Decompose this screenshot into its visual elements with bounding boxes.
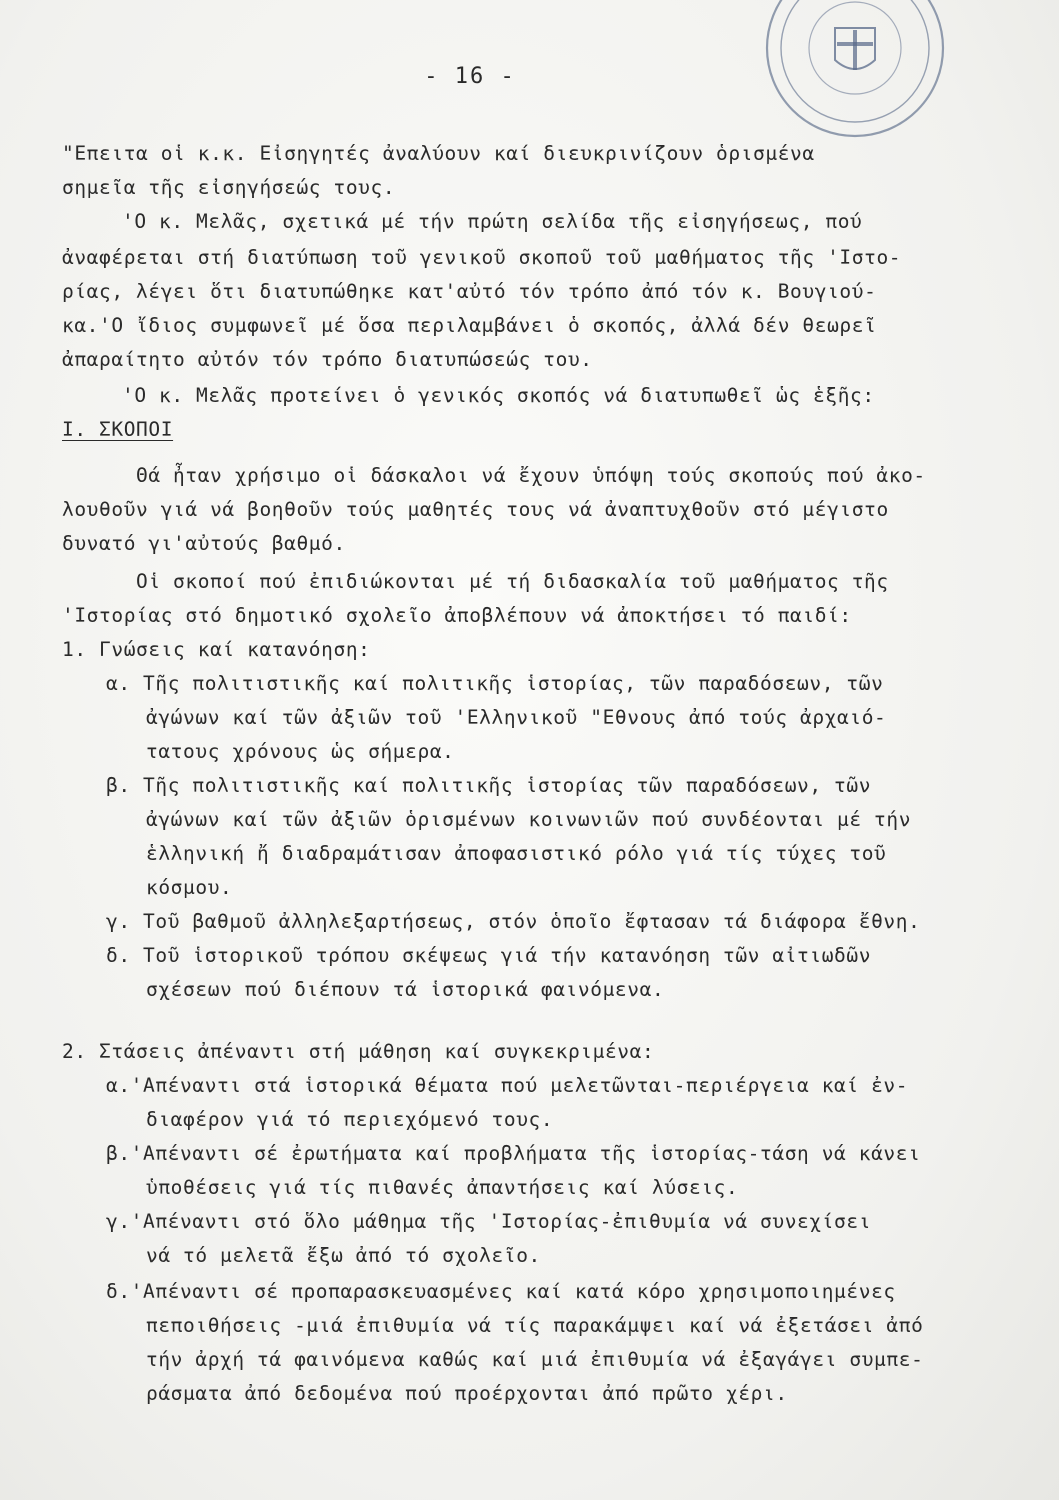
- list-item-1b-cont: ἀγώνων καί τῶν ἀξιῶν ὁρισμένων κοινωνιῶν πού συνδέονται μέ τήν: [146, 808, 912, 831]
- list-item-2d-cont: ράσματα ἀπό δεδομένα πού προέρχονται ἀπό πρῶτο χέρι.: [146, 1382, 788, 1405]
- paragraph-line-5: ρίας, λέγει ὅτι διατυπώθηκε κατ'αὐτό τόν τρόπο ἀπό τόν κ. Βουγιού-: [62, 280, 877, 303]
- list-item-1c: γ. Τοῦ βαθμοῦ ἀλληλεξαρτήσεως, στόν ὁποῖο ἔφτασαν τά διάφορα ἔθνη.: [106, 910, 921, 933]
- list-item-2a: α.'Απέναντι στά ἱστορικά θέματα πού μελετῶνται-περιέργεια καί ἐν-: [106, 1074, 909, 1097]
- paragraph-line-6: κα.'Ο ἴδιος συμφωνεῖ μέ ὅσα περιλαμβάνει ὁ σκοπός, ἀλλά δέν θεωρεῖ: [62, 314, 877, 337]
- list-item-1d-cont: σχέσεων πού διέπουν τά ἱστορικά φαινόμενα.: [146, 978, 665, 1001]
- list-item-2c-cont: νά τό μελετᾶ ἔξω ἀπό τό σχολεῖο.: [146, 1244, 541, 1267]
- section-heading-skopoi: Ι. ΣΚΟΠΟΙ: [62, 418, 174, 441]
- paragraph-line-10: Θά ἦταν χρήσιμο οἱ δάσκαλοι νά ἔχουν ὑπόψη τούς σκοπούς πού ἀκο-: [136, 464, 926, 487]
- list-item-2d-cont: πεποιθήσεις -μιά ἐπιθυμία νά τίς παρακάμψει καί νά ἐξετάσει ἀπό: [146, 1314, 924, 1337]
- list-item-1b-cont: ἑλληνική ἤ διαδραμάτισαν ἀποφασιστικό ρόλο γιά τίς τύχες τοῦ: [146, 842, 887, 865]
- paragraph-line-14: 'Ιστορίας στό δημοτικό σχολεῖο ἀποβλέπουν νά ἀποκτήσει τό παιδί:: [62, 604, 852, 627]
- paragraph-line-8: 'Ο κ. Μελᾶς προτείνει ὁ γενικός σκοπός νά διατυπωθεῖ ὡς ἑξῆς:: [122, 384, 875, 407]
- paragraph-line-7: ἀπαραίτητο αὐτόν τόν τρόπο διατυπώσεώς του.: [62, 348, 593, 371]
- list-item-2b: β.'Απέναντι σέ ἐρωτήματα καί προβλήματα τῆς ἱστορίας-τάση νά κάνει: [106, 1142, 921, 1165]
- paragraph-line-2: σημεῖα τῆς εἰσηγήσεώς τους.: [62, 176, 396, 199]
- list-heading-1: 1. Γνώσεις καί κατανόηση:: [62, 638, 371, 661]
- list-item-2c: γ.'Απέναντι στό ὅλο μάθημα τῆς 'Ιστορίας-ἐπιθυμία νά συνεχίσει: [106, 1210, 872, 1233]
- paragraph-line-3: 'Ο κ. Μελᾶς, σχετικά μέ τήν πρώτη σελίδα τῆς εἰσηγήσεως, πού: [122, 210, 863, 233]
- list-item-1a: α. Τῆς πολιτιστικῆς καί πολιτικῆς ἱστορίας, τῶν παραδόσεων, τῶν: [106, 672, 884, 695]
- list-item-1b: β. Τῆς πολιτιστικῆς καί πολιτικῆς ἱστορίας τῶν παραδόσεων, τῶν: [106, 774, 872, 797]
- list-item-1b-cont: κόσμου.: [146, 876, 233, 899]
- list-item-1a-cont: τατους χρόνους ὡς σήμερα.: [146, 740, 455, 763]
- paragraph-line-13: Οἱ σκοποί πού ἐπιδιώκονται μέ τή διδασκαλία τοῦ μαθήματος τῆς: [136, 570, 889, 593]
- list-item-2b-cont: ὑποθέσεις γιά τίς πιθανές ἀπαντήσεις καί λύσεις.: [146, 1176, 739, 1199]
- list-item-2a-cont: διαφέρον γιά τό περιεχόμενό τους.: [146, 1108, 554, 1131]
- paragraph-line-4: ἀναφέρεται στή διατύπωση τοῦ γενικοῦ σκοποῦ τοῦ μαθήματος τῆς 'Ιστο-: [62, 246, 902, 269]
- paragraph-line-12: δυνατό γι'αὐτούς βαθμό.: [62, 532, 346, 555]
- list-item-1a-cont: ἀγώνων καί τῶν ἀξιῶν τοῦ 'Ελληνικοῦ "Εθνους ἀπό τούς ἀρχαιό-: [146, 706, 887, 729]
- list-item-2d: δ.'Απέναντι σέ προπαρασκευασμένες καί κατά κόρο χρησιμοποιημένες: [106, 1280, 896, 1303]
- paragraph-line-1: "Επειτα οἱ κ.κ. Εἰσηγητές ἀναλύουν καί διευκρινίζουν ὁρισμένα: [62, 142, 815, 165]
- list-heading-2: 2. Στάσεις ἀπέναντι στή μάθηση καί συγκεκριμένα:: [62, 1040, 655, 1063]
- page-number: - 16 -: [424, 64, 516, 89]
- list-item-1d: δ. Τοῦ ἱστορικοῦ τρόπου σκέψεως γιά τήν κατανόηση τῶν αἰτιωδῶν: [106, 944, 872, 967]
- list-item-2d-cont: τήν ἀρχή τά φαινόμενα καθώς καί μιά ἐπιθυμία νά ἐξαγάγει συμπε-: [146, 1348, 924, 1371]
- paragraph-line-11: λουθοῦν γιά νά βοηθοῦν τούς μαθητές τους νά ἀναπτυχθοῦν στό μέγιστο: [62, 498, 889, 521]
